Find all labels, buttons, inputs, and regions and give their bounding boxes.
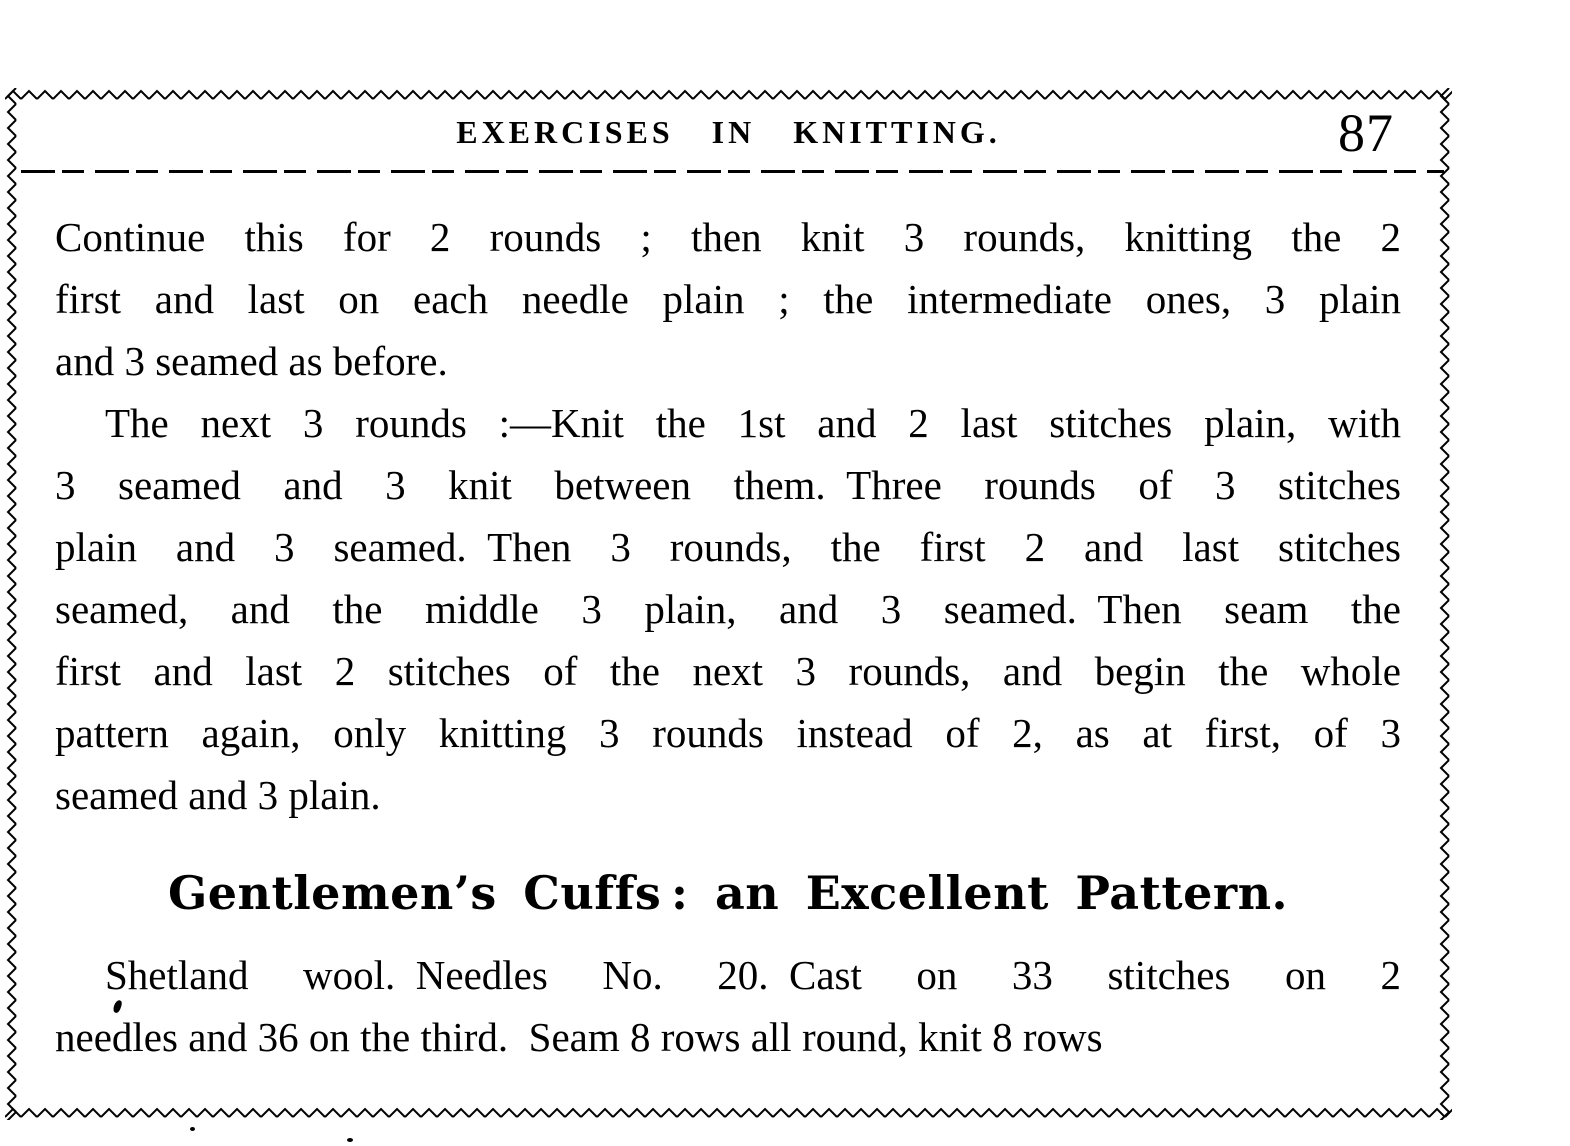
text-line: needles and 36 on the third. Seam 8 rows all round, knit 8 rows [55, 1014, 1103, 1060]
text-line: 3 seamed and 3 knit between them. Three rounds of 3 stitches [55, 462, 1401, 508]
zigzag-border-bottom-icon [5, 1106, 1452, 1120]
zigzag-border-right-icon [1438, 88, 1452, 1120]
text-line: seamed, and the middle 3 plain, and 3 seamed. Then seam the [55, 586, 1401, 632]
page-body [55, 206, 1401, 1068]
page-title: EXERCISES IN KNITTING. [456, 114, 1001, 150]
text-line: The next 3 rounds :—Knit the 1st and 2 last stitches plain, with [105, 400, 1401, 446]
scan-speck [190, 1127, 195, 1131]
text-line: pattern again, only knitting 3 rounds instead of 2, as at first, of 3 [55, 710, 1401, 756]
zigzag-border-left-icon [5, 88, 19, 1120]
text-line: first and last 2 stitches of the next 3 rounds, and begin the whole [55, 648, 1401, 694]
section-heading: Gentlemen’s Cuffs : an Excellent Pattern. [167, 866, 1289, 920]
scan-speck [347, 1138, 353, 1142]
text-line: seamed and 3 plain. [55, 772, 381, 818]
text-line: Shetland wool. Needles No. 20. Cast on 33 stitches on 2 [105, 952, 1401, 998]
text-line: and 3 seamed as before. [55, 338, 448, 384]
page-number: 87 [1338, 103, 1394, 163]
text-line: Continue this for 2 rounds ; then knit 3 rounds, knitting the 2 [55, 214, 1401, 260]
text-line: plain and 3 seamed. Then 3 rounds, the first 2 and last stitches [55, 524, 1401, 570]
header-rule [21, 170, 1444, 173]
text-line: first and last on each needle plain ; the intermediate ones, 3 plain [55, 276, 1401, 322]
zigzag-border-top-icon [5, 88, 1452, 102]
page-border-frame [5, 88, 1452, 1120]
running-header [5, 103, 1452, 174]
